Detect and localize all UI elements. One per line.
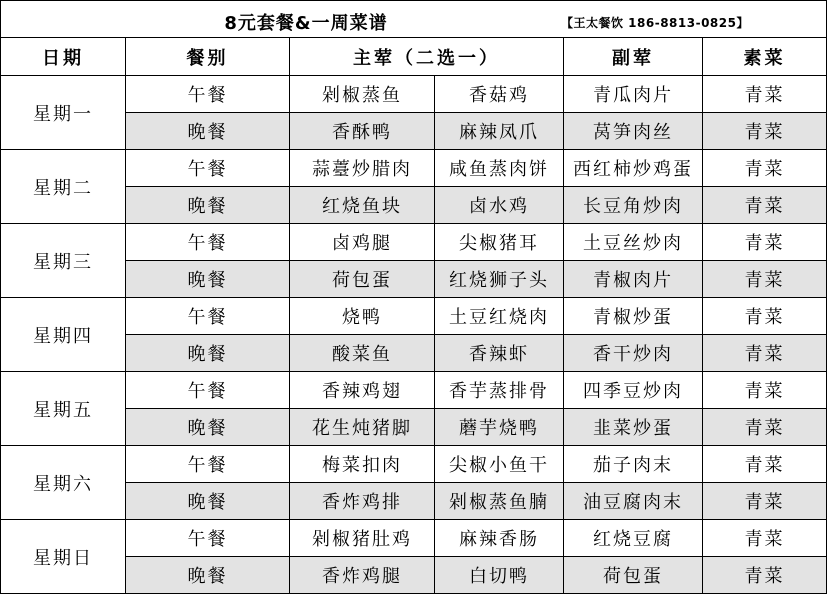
- main-dish-1-cell: 剁椒蒸鱼: [290, 76, 435, 113]
- main-dish-2-cell: 香芋蒸排骨: [435, 372, 564, 409]
- header-meal: 餐别: [126, 38, 290, 76]
- header-veg: 素菜: [703, 38, 827, 76]
- main-dish-1-cell: 荷包蛋: [290, 261, 435, 298]
- main-dish-2-cell: 香菇鸡: [435, 76, 564, 113]
- side-dish-cell: 韭菜炒蛋: [564, 409, 703, 446]
- day-cell: 星期六: [1, 446, 126, 520]
- header-main: 主荤（二选一）: [290, 38, 564, 76]
- vegetable-cell: 青菜: [703, 335, 827, 372]
- vegetable-cell: 青菜: [703, 483, 827, 520]
- main-dish-1-cell: 蒜薹炒腊肉: [290, 150, 435, 187]
- table-row: [1, 520, 827, 557]
- side-dish-cell: 土豆丝炒肉: [564, 224, 703, 261]
- side-dish-cell: 荷包蛋: [564, 557, 703, 594]
- side-dish-cell: 青瓜肉片: [564, 76, 703, 113]
- vegetable-cell: 青菜: [703, 261, 827, 298]
- day-cell: 星期三: [1, 224, 126, 298]
- meal-label-cell: 午餐: [126, 372, 290, 409]
- main-dish-1-cell: 香辣鸡翅: [290, 372, 435, 409]
- side-dish-cell: 青椒炒蛋: [564, 298, 703, 335]
- table-row: [1, 298, 827, 335]
- meal-label-cell: 午餐: [126, 150, 290, 187]
- side-dish-cell: 长豆角炒肉: [564, 187, 703, 224]
- main-dish-1-cell: 卤鸡腿: [290, 224, 435, 261]
- side-dish-cell: 青椒肉片: [564, 261, 703, 298]
- main-dish-1-cell: 酸菜鱼: [290, 335, 435, 372]
- main-dish-2-cell: 麻辣凤爪: [435, 113, 564, 150]
- vegetable-cell: 青菜: [703, 557, 827, 594]
- main-dish-1-cell: 梅菜扣肉: [290, 446, 435, 483]
- meal-label-cell: 晚餐: [126, 409, 290, 446]
- main-dish-1-cell: 花生炖猪脚: [290, 409, 435, 446]
- main-dish-1-cell: 香酥鸭: [290, 113, 435, 150]
- side-dish-cell: 油豆腐肉末: [564, 483, 703, 520]
- main-dish-1-cell: 剁椒猪肚鸡: [290, 520, 435, 557]
- side-dish-cell: 红烧豆腐: [564, 520, 703, 557]
- side-dish-cell: 四季豆炒肉: [564, 372, 703, 409]
- table-row: [1, 372, 827, 409]
- menu-title: 8元套餐&一周菜谱: [224, 13, 388, 34]
- main-dish-2-cell: 土豆红烧肉: [435, 298, 564, 335]
- day-cell: 星期五: [1, 372, 126, 446]
- vegetable-cell: 青菜: [703, 372, 827, 409]
- side-dish-cell: 西红柿炒鸡蛋: [564, 150, 703, 187]
- meal-label-cell: 晚餐: [126, 261, 290, 298]
- vegetable-cell: 青菜: [703, 520, 827, 557]
- day-cell: 星期四: [1, 298, 126, 372]
- table-row: [1, 150, 827, 187]
- meal-label-cell: 午餐: [126, 446, 290, 483]
- meal-label-cell: 晚餐: [126, 557, 290, 594]
- header-side: 副荤: [564, 38, 703, 76]
- vegetable-cell: 青菜: [703, 446, 827, 483]
- title-cell: [1, 1, 827, 38]
- side-dish-cell: 莴笋肉丝: [564, 113, 703, 150]
- vegetable-cell: 青菜: [703, 150, 827, 187]
- header-row: [1, 38, 827, 76]
- meal-label-cell: 午餐: [126, 520, 290, 557]
- side-dish-cell: 香干炒肉: [564, 335, 703, 372]
- main-dish-2-cell: 白切鸭: [435, 557, 564, 594]
- vegetable-cell: 青菜: [703, 76, 827, 113]
- main-dish-2-cell: 尖椒小鱼干: [435, 446, 564, 483]
- main-dish-2-cell: 香辣虾: [435, 335, 564, 372]
- meal-label-cell: 晚餐: [126, 335, 290, 372]
- main-dish-2-cell: 卤水鸡: [435, 187, 564, 224]
- vegetable-cell: 青菜: [703, 113, 827, 150]
- meal-label-cell: 晚餐: [126, 483, 290, 520]
- main-dish-1-cell: 香炸鸡腿: [290, 557, 435, 594]
- meal-label-cell: 午餐: [126, 224, 290, 261]
- main-dish-2-cell: 剁椒蒸鱼腩: [435, 483, 564, 520]
- meal-label-cell: 晚餐: [126, 187, 290, 224]
- main-dish-2-cell: 咸鱼蒸肉饼: [435, 150, 564, 187]
- meal-label-cell: 午餐: [126, 298, 290, 335]
- table-row: [1, 446, 827, 483]
- vegetable-cell: 青菜: [703, 224, 827, 261]
- main-dish-2-cell: 麻辣香肠: [435, 520, 564, 557]
- day-cell: 星期日: [1, 520, 126, 594]
- main-dish-2-cell: 红烧狮子头: [435, 261, 564, 298]
- meal-label-cell: 午餐: [126, 76, 290, 113]
- day-cell: 星期一: [1, 76, 126, 150]
- main-dish-2-cell: 蘑芋烧鸭: [435, 409, 564, 446]
- main-dish-1-cell: 红烧鱼块: [290, 187, 435, 224]
- side-dish-cell: 茄子肉末: [564, 446, 703, 483]
- main-dish-2-cell: 尖椒猪耳: [435, 224, 564, 261]
- title-row: [1, 1, 827, 38]
- vegetable-cell: 青菜: [703, 187, 827, 224]
- main-dish-1-cell: 烧鸭: [290, 298, 435, 335]
- day-cell: 星期二: [1, 150, 126, 224]
- vegetable-cell: 青菜: [703, 409, 827, 446]
- table-row: [1, 76, 827, 113]
- meal-label-cell: 晚餐: [126, 113, 290, 150]
- vegetable-cell: 青菜: [703, 298, 827, 335]
- table-row: [1, 224, 827, 261]
- contact-info: 【王太餐饮 186-8813-0825】: [561, 16, 749, 30]
- main-dish-1-cell: 香炸鸡排: [290, 483, 435, 520]
- header-day: 日期: [1, 38, 126, 76]
